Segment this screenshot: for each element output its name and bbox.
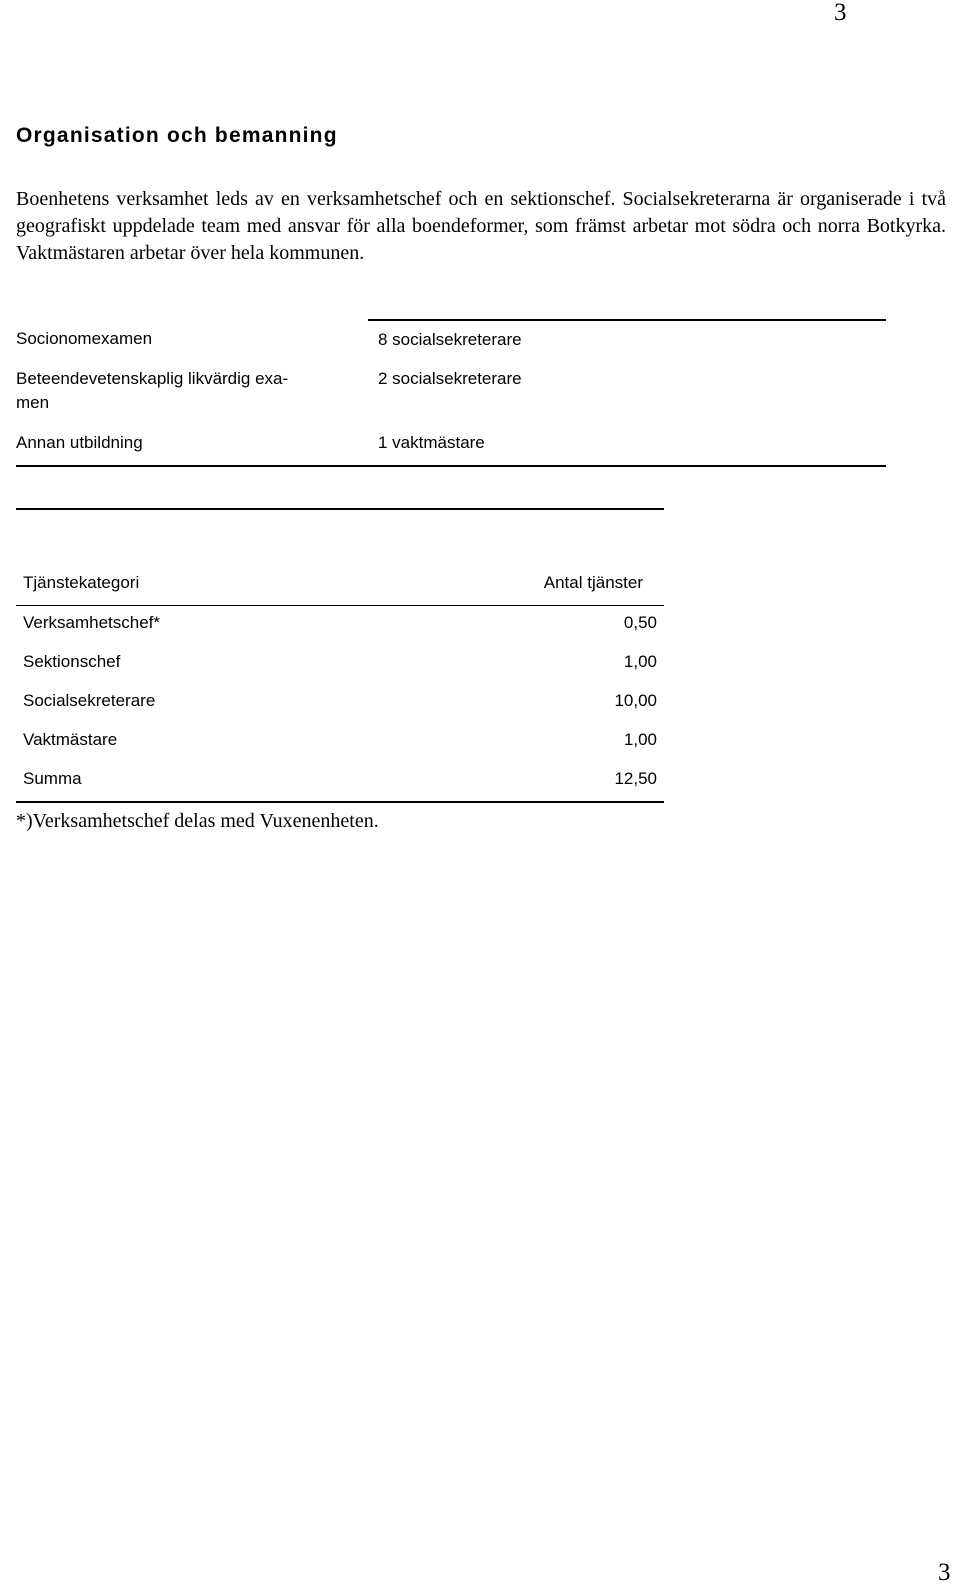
staff-cell: 1 vaktmästare [378, 433, 485, 452]
education-cell: Beteendevetenskaplig likvärdig exa- [16, 369, 289, 388]
education-cell: Annan utbildning [16, 433, 143, 452]
education-table-top-rule [368, 319, 886, 321]
category-cell: Socialsekreterare [23, 691, 156, 710]
positions-table-header-rule [16, 605, 664, 606]
count-cell: 1,00 [623, 652, 657, 671]
count-cell: 0,50 [623, 613, 657, 632]
category-cell: Verksamhetschef* [23, 613, 161, 632]
count-cell: 1,00 [623, 730, 657, 749]
total-count: 12,50 [614, 769, 657, 788]
footnote: *)Verksamhetschef delas med Vuxenenheten. [16, 810, 379, 832]
staff-cell: 2 socialsekreterare [378, 369, 522, 388]
positions-table-bottom-rule [16, 801, 664, 803]
education-table-bottom-rule [16, 465, 886, 467]
education-cell: Socionomexamen [16, 329, 153, 348]
total-label: Summa [23, 769, 82, 788]
count-cell: 10,00 [614, 691, 657, 710]
intro-paragraph: Boenhetens verksamhet leds av en verksamhetschef och en sektionschef. Socialsekreterarna är organiserade i två geografiskt uppdelade team med ansvar för alla boendeformer, som främst arbetar mot södra och norra Botkyrka. Vaktmästaren arbetar över hela kommunen. [16, 188, 946, 264]
page-number-top: 3 [834, 0, 847, 26]
category-cell: Sektionschef [23, 652, 121, 671]
education-cell-continuation: men [16, 393, 50, 412]
staff-cell: 8 socialsekreterare [378, 330, 522, 349]
positions-table-top-rule [16, 508, 664, 510]
category-cell: Vaktmästare [23, 730, 118, 749]
column-header-category: Tjänstekategori [23, 573, 140, 592]
section-heading: Organisation och bemanning [16, 124, 338, 147]
page-number-bottom: 3 [938, 1559, 951, 1586]
column-header-count: Antal tjänster [543, 573, 643, 592]
